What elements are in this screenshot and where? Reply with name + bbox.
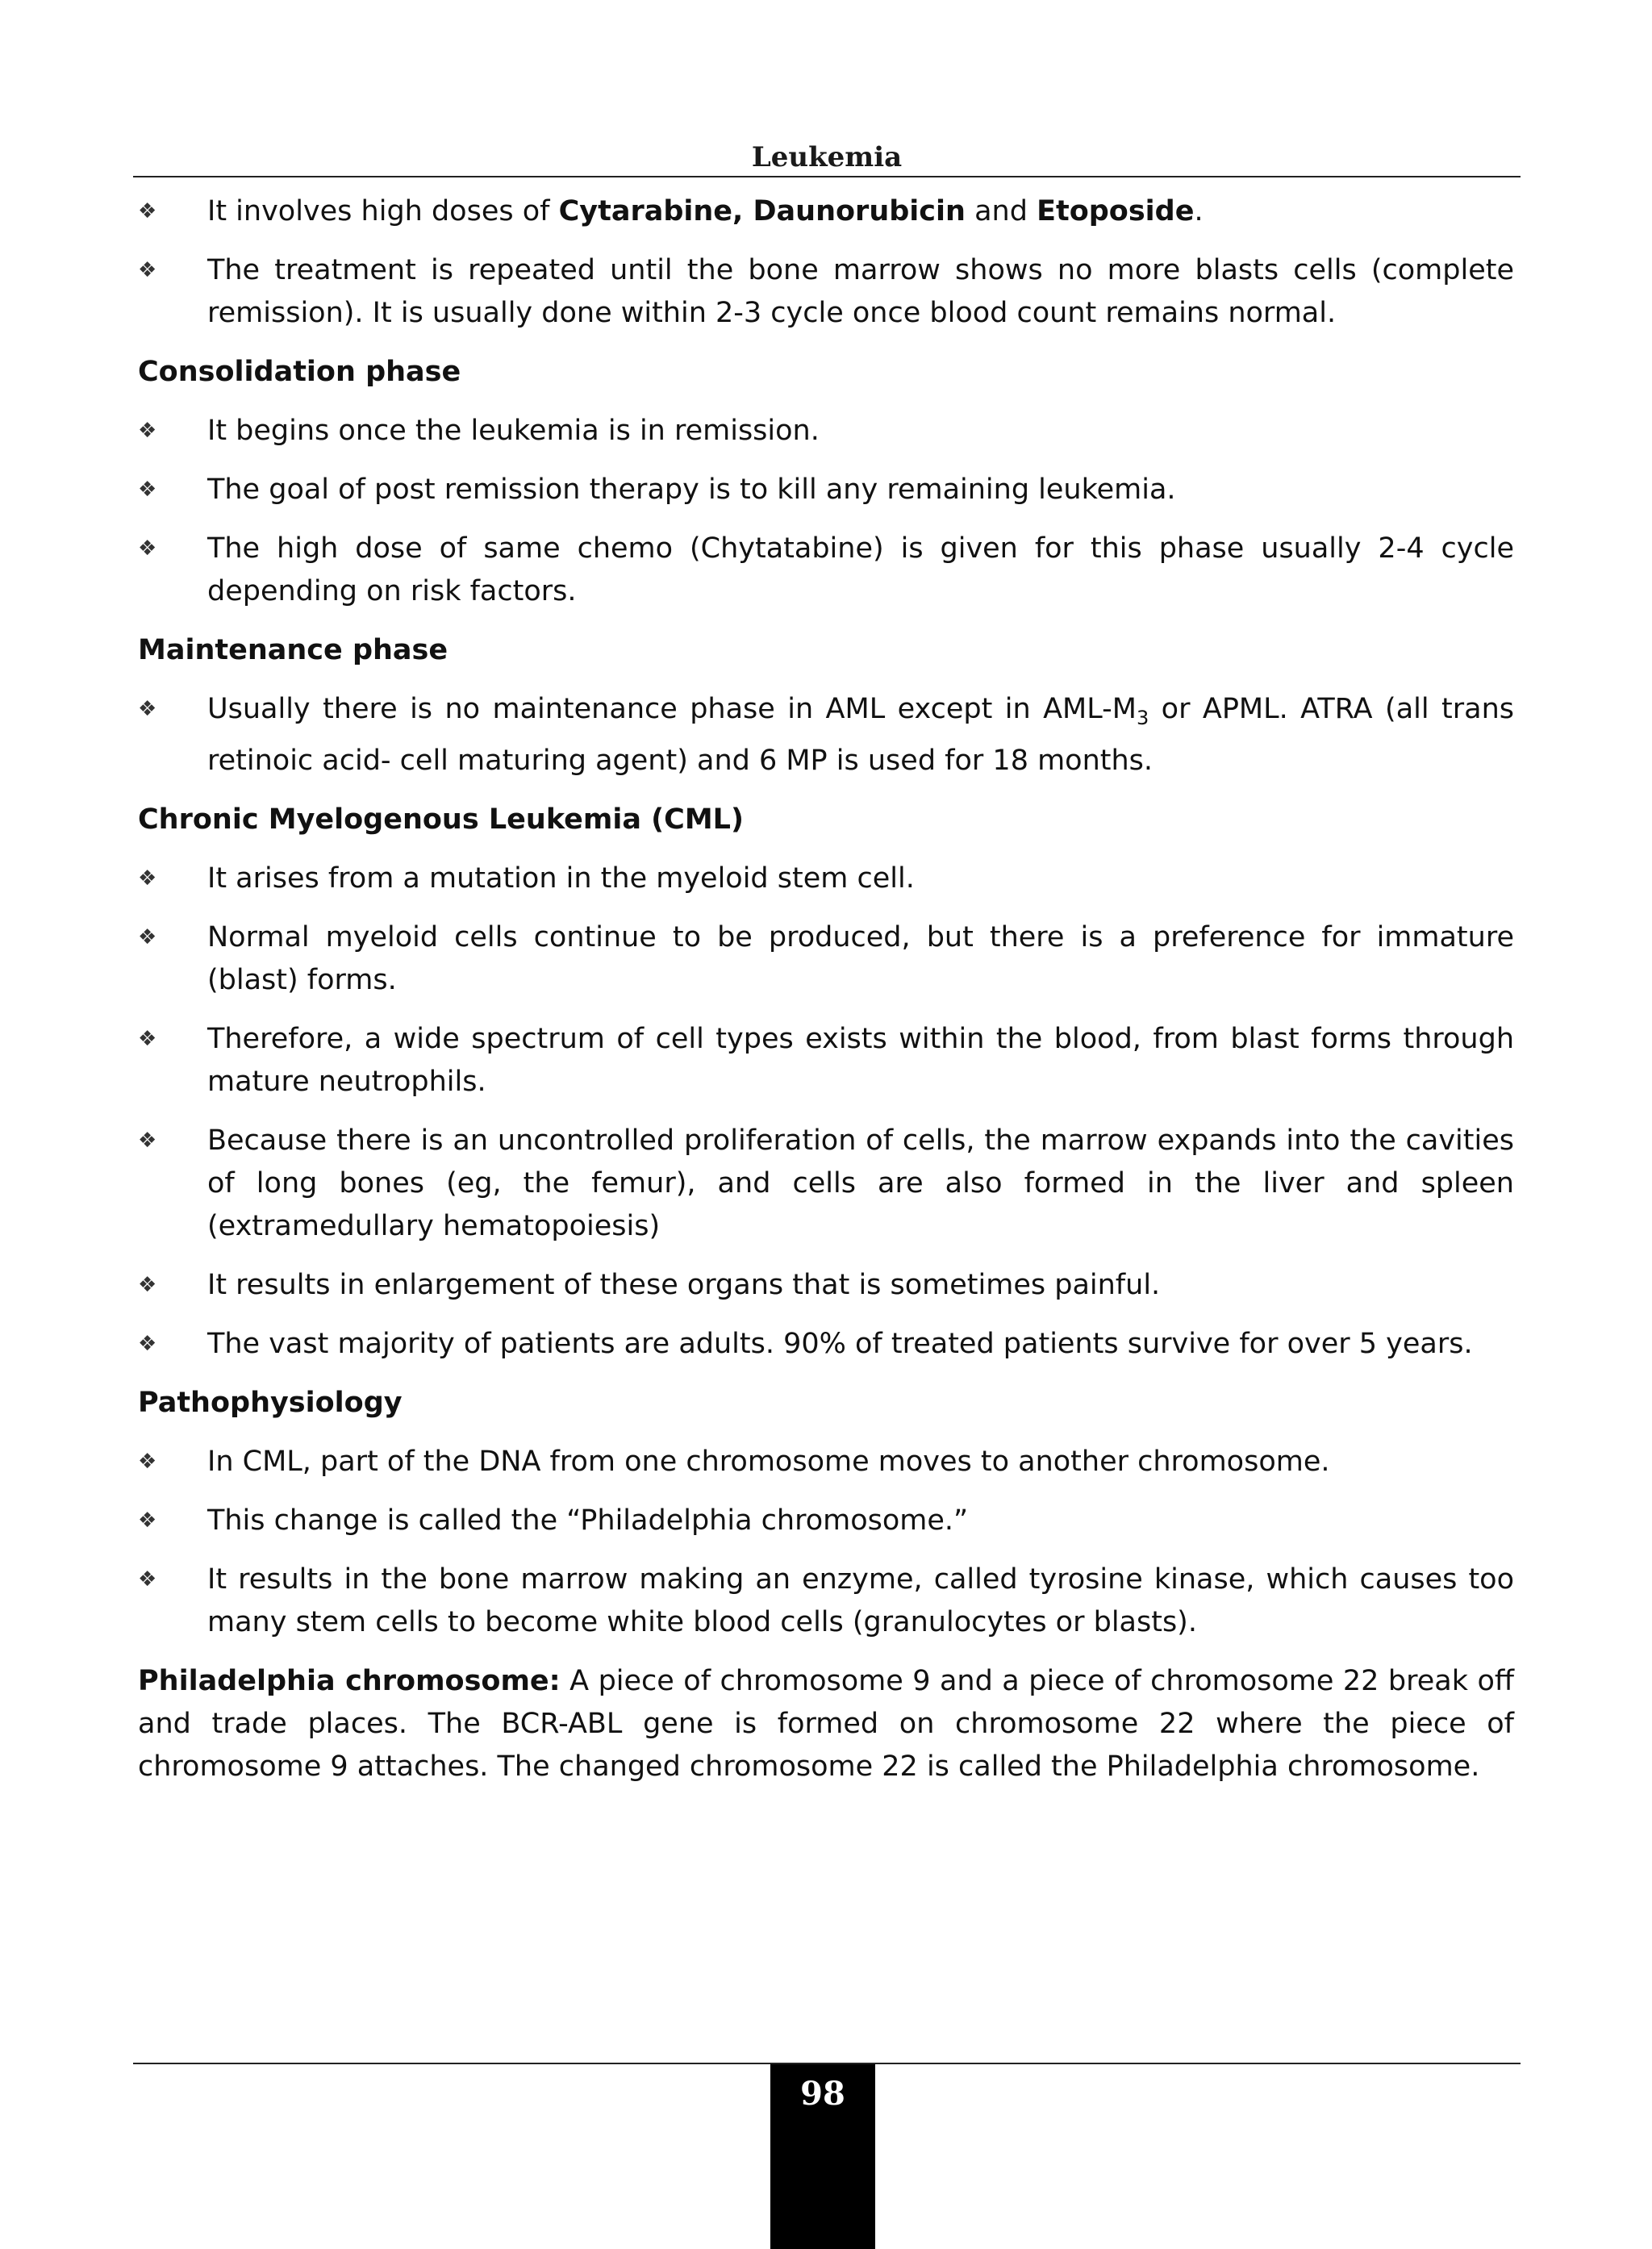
section-heading-maintenance: Maintenance phase <box>138 634 448 666</box>
list-item: ❖ It results in the bone marrow making an enzyme, called tyrosine kinase, which causes too many stem cells to become white blood cells (granulocytes or blasts). <box>138 1558 1514 1644</box>
bullet-icon: ❖ <box>138 478 157 502</box>
term-label: Philadelphia chromosome: <box>138 1665 561 1697</box>
list-item: ❖ The treatment is repeated until the bone marrow shows no more blasts cells (complete remission). It is usually done within 2-3 cycle once blood count remains normal. <box>138 249 1514 335</box>
bullet-icon: ❖ <box>138 199 157 223</box>
list-item: ❖ Because there is an uncontrolled proliferation of cells, the marrow expands into the cavities of long bones (eg, the femur), and cells are also formed in the liver and spleen (extramedullary hematopoiesis) <box>138 1120 1514 1248</box>
bullet-icon: ❖ <box>138 1332 157 1356</box>
drug-names: Cytarabine, Daunorubicin <box>558 195 966 227</box>
list-item: ❖ Normal myeloid cells continue to be produced, but there is a preference for immature (blast) forms. <box>138 916 1514 1002</box>
drug-name: Etoposide <box>1037 195 1195 227</box>
page-header-title: Leukemia <box>751 141 903 173</box>
list-item: ❖ This change is called the “Philadelphia chromosome.” <box>138 1500 1514 1542</box>
list-item: ❖ The high dose of same chemo (Chytatabine) is given for this phase usually 2-4 cycle depending on risk factors. <box>138 528 1514 613</box>
philadelphia-paragraph: Philadelphia chromosome: A piece of chromosome 9 and a piece of chromosome 22 break off and trade places. The BCR-ABL gene is formed on chromosome 22 where the piece of chromosome 9 attaches. The changed chromosome 22 is called the Philadelphia chromosome. <box>138 1665 1515 1783</box>
bullet-icon: ❖ <box>138 697 157 721</box>
list-item: ❖ It arises from a mutation in the myeloid stem cell. <box>138 857 1514 900</box>
list-item: ❖ Usually there is no maintenance phase in AML except in AML-$M_3$ or APML. ATRA (all trans retinoic acid- cell maturing agent) and 6 MP is used for 18 months. <box>138 688 1514 782</box>
page-number-box <box>770 2064 875 2249</box>
bullet-icon: ❖ <box>138 258 157 282</box>
bullet-icon: ❖ <box>138 1273 157 1297</box>
bullet-icon: ❖ <box>138 1027 157 1051</box>
list-item: ❖ The vast majority of patients are adults. 90% of treated patients survive for over 5 years. <box>138 1323 1514 1366</box>
list-item: ❖ The goal of post remission therapy is to kill any remaining leukemia. <box>138 469 1514 511</box>
bullet-icon: ❖ <box>138 925 157 949</box>
bullet-icon: ❖ <box>138 1567 157 1592</box>
bullet-icon: ❖ <box>138 866 157 891</box>
list-item: ❖ In CML, part of the DNA from one chromosome moves to another chromosome. <box>138 1441 1514 1483</box>
list-item: ❖ Therefore, a wide spectrum of cell types exists within the blood, from blast forms through mature neutrophils. <box>138 1018 1514 1104</box>
page-content <box>138 190 1514 1788</box>
page-number: 98 <box>800 2075 845 2113</box>
bullet-icon: ❖ <box>138 419 157 443</box>
subscript: 3 <box>1136 707 1149 729</box>
section-heading-pathophysiology: Pathophysiology <box>138 1387 403 1419</box>
header-divider <box>133 176 1521 177</box>
list-item: ❖ It results in enlargement of these organs that is sometimes painful. <box>138 1264 1514 1307</box>
bullet-icon: ❖ <box>138 536 157 561</box>
bullet-icon: ❖ <box>138 1508 157 1533</box>
section-heading-cml: Chronic Myelogenous Leukemia (CML) <box>138 803 744 836</box>
list-item: ❖ It begins once the leukemia is in remission. <box>138 410 1514 453</box>
section-heading-consolidation: Consolidation phase <box>138 356 461 388</box>
bullet-icon: ❖ <box>138 1450 157 1474</box>
bullet-icon: ❖ <box>138 1129 157 1153</box>
list-item: ❖ It involves high doses of Cytarabine, Daunorubicin and Etoposide. <box>138 190 1514 233</box>
